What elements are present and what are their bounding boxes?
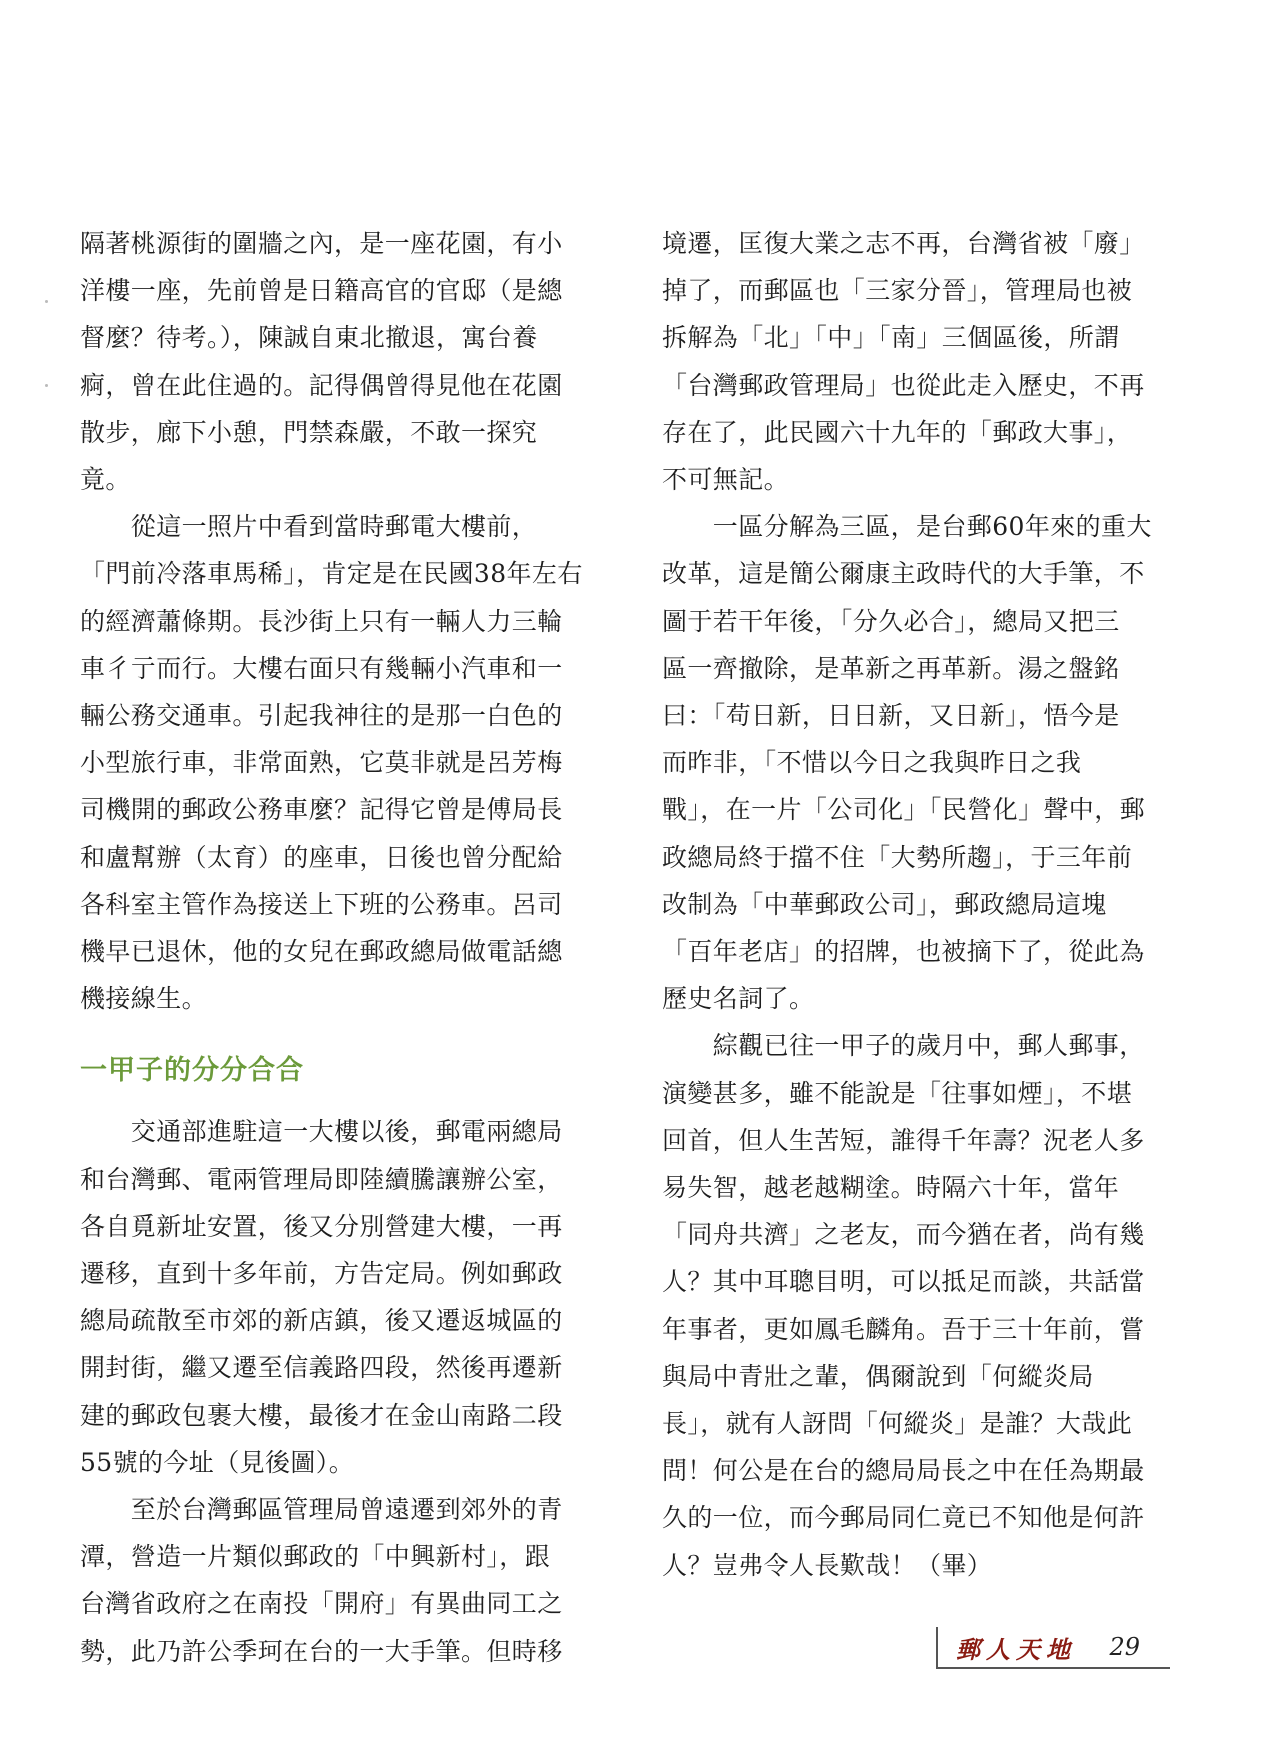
scan-speck (45, 384, 48, 387)
paragraph: 綜觀已往一甲子的歲月中，郵人郵事， 演變甚多，雖不能說是「往事如煙」，不堪 回首，但人生苦短，誰得千年壽？況老人多 易失智，越老越糊塗。時隔六十年，當年 「同舟共濟」之老友，而今猶在者，尚有幾 人？其中耳聰目明，可以抵足而談，共話當 年事者，更如鳳毛麟角。吾于三十年前，嘗 與局中青壯之輩，偶爾說到「何縱炎局 長」，就有人訝問「何縱炎」是誰？大哉此 問！何公是在台的總局局長之中在任為期最 久的一位，而今郵局同仁竟已不知他是何許 人？豈弗令人長歎哉！（畢） (662, 1031, 1145, 1580)
left-column (80, 220, 600, 1675)
paragraph: 從這一照片中看到當時郵電大樓前， 「門前冷落車馬稀」，肯定是在民國38年左右 的經濟蕭條期。長沙街上只有一輛人力三輪 車彳亍而行。大樓右面只有幾輛小汽車和一 輛公務交通車。引起我神往的是那一白色的 小型旅行車，非常面熟，它莫非就是呂芳梅 司機開的郵政公務車麼？記得它曾是傅局長 和盧幫辦（太育）的座車，日後也曾分配給 各科室主管作為接送上下班的公務車。呂司 機早已退休，他的女兒在郵政總局做電話總 機接線生。 (80, 512, 583, 1014)
paragraph: 交通部進駐這一大樓以後，郵電兩總局 和台灣郵、電兩管理局即陸續騰讓辦公室， 各自覓新址安置，後又分別營建大樓，一再 遷移，直到十多年前，方告定局。例如郵政 總局疏散至市郊的新店鎮，後又遷返城區的 開封街，繼又遷至信義路四段，然後再遷新 建的郵政包裹大樓，最後才在金山南路二段 55號的今址（見後圖）。 (80, 1117, 563, 1477)
paragraph: 至於台灣郵區管理局曾遠遷到郊外的青 潭，營造一片類似郵政的「中興新村」，跟 台灣省政府之在南投「開府」有異曲同工之 勢，此乃許公季珂在台的一大手筆。但時移 (80, 1495, 563, 1666)
paragraph: 一區分解為三區，是台郵60年來的重大 改革，這是簡公爾康主政時代的大手筆，不 圖于若干年後，「分久必合」，總局又把三 區一齊撤除，是革新之再革新。湯之盤銘 曰：「苟日新，日日新，又日新」，悟今是 而昨非，「不惜以今日之我與昨日之我 戰」，在一片「公司化」「民營化」聲中，郵 政總局終于擋不住「大勢所趨」，于三年前 改制為「中華郵政公司」，郵政總局這塊 「百年老店」的招牌，也被摘下了，從此為 歷史名詞了。 (662, 512, 1152, 1014)
right-column (662, 220, 1182, 1589)
paragraph: 境遷，匡復大業之志不再，台灣省被「廢」 掉了，而郵區也「三家分晉」，管理局也被 拆解為「北」「中」「南」三個區後，所謂 「台灣郵政管理局」也從此走入歷史，不再 存在了，此民國六十九年的「郵政大事」， 不可無記。 (662, 229, 1145, 495)
section-heading: 一甲子的分分合合 (80, 1055, 304, 1087)
page-footer (936, 1627, 1170, 1669)
scan-speck (45, 300, 48, 303)
page-number: 29 (1109, 1633, 1140, 1661)
magazine-name: 郵人天地 (956, 1634, 1076, 1664)
paragraph: 隔著桃源街的圍牆之內，是一座花園，有小 洋樓一座，先前曾是日籍高官的官邸（是總 督麼？待考。），陳誠自東北撤退，寓台養 痾，曾在此住過的。記得偶曾得見他在花園 散步，廊下小憩，門禁森嚴，不敢一探究 竟。 (80, 229, 563, 495)
